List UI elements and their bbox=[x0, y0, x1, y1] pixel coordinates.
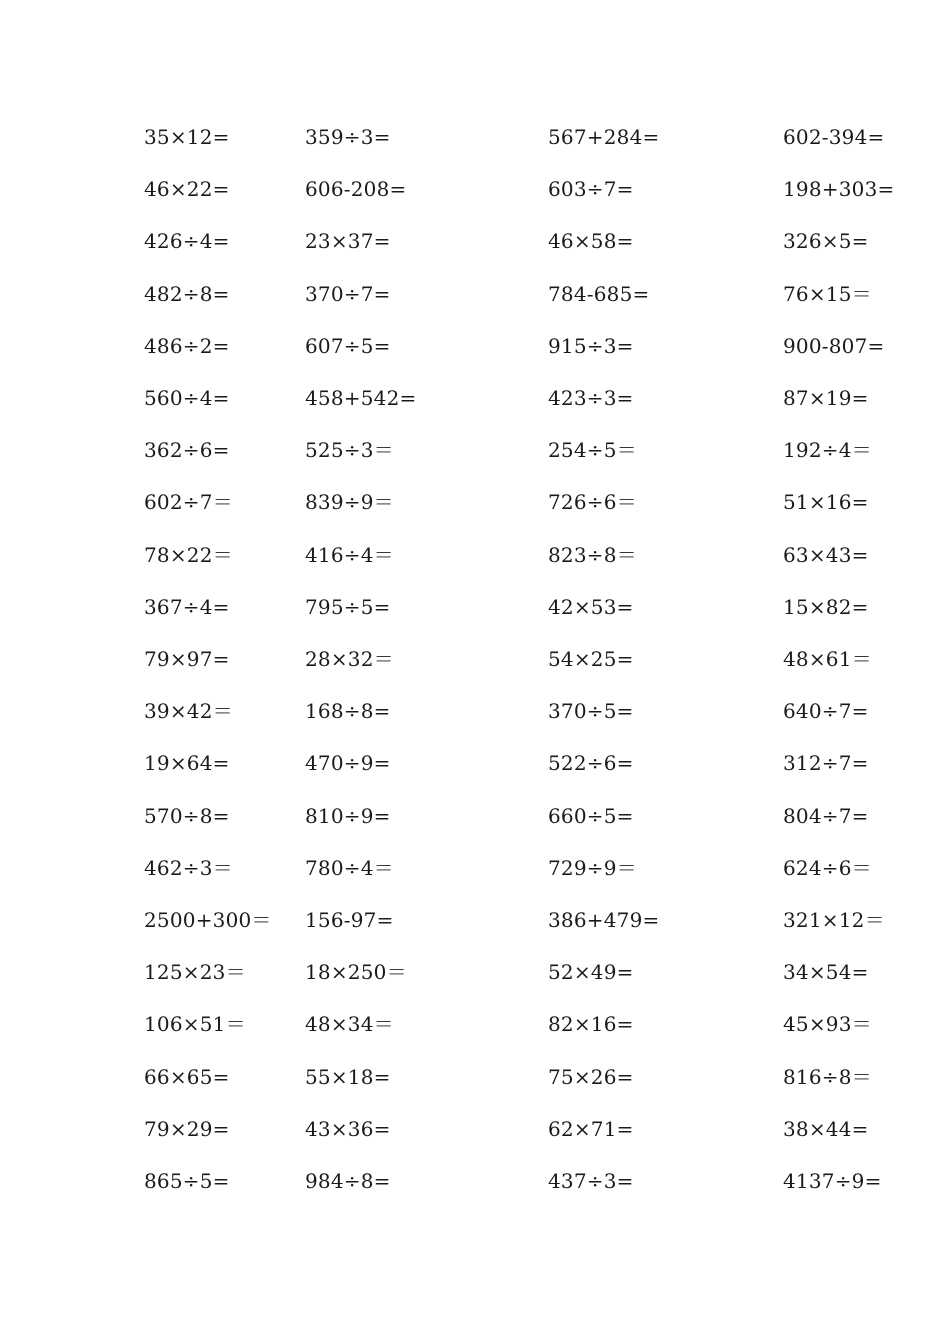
problem-row bbox=[0, 489, 950, 541]
math-problem: 470÷9= bbox=[305, 751, 391, 776]
math-problem: 567+284= bbox=[548, 125, 660, 149]
math-problem: 45×93＝ bbox=[783, 1012, 872, 1037]
math-problem: 729÷9＝ bbox=[548, 855, 637, 880]
math-problem: 78×22＝ bbox=[144, 542, 233, 567]
math-problem: 75×26= bbox=[548, 1064, 634, 1089]
problem-row bbox=[0, 698, 950, 750]
math-problem: 823÷8＝ bbox=[548, 542, 637, 567]
math-problem: 23×37= bbox=[305, 229, 391, 254]
math-problem: 18×250＝ bbox=[305, 960, 407, 985]
math-problem: 816÷8＝ bbox=[783, 1064, 872, 1089]
math-problem: 486÷2= bbox=[144, 333, 230, 358]
math-problem: 62×71= bbox=[548, 1116, 634, 1141]
math-problem: 156-97= bbox=[305, 908, 394, 932]
math-problem: 54×25= bbox=[548, 647, 634, 671]
math-problem: 168÷8= bbox=[305, 699, 391, 724]
math-problem: 780÷4＝ bbox=[305, 855, 394, 880]
math-problem: 79×29= bbox=[144, 1116, 230, 1141]
math-problem: 52×49= bbox=[548, 960, 634, 985]
math-problem: 51×16= bbox=[783, 490, 869, 515]
math-problem: 42×53= bbox=[548, 594, 634, 619]
problem-row bbox=[0, 959, 950, 1011]
math-problem: 602÷7＝ bbox=[144, 490, 233, 515]
math-problem: 640÷7= bbox=[783, 699, 869, 724]
math-problem: 55×18= bbox=[305, 1064, 391, 1089]
math-problem: 15×82= bbox=[783, 594, 869, 619]
math-problem: 426÷4= bbox=[144, 229, 230, 254]
math-problem: 198+303= bbox=[783, 177, 895, 202]
math-problem: 79×97= bbox=[144, 647, 230, 671]
math-problem: 437÷3= bbox=[548, 1169, 634, 1193]
math-problem: 606-208= bbox=[305, 177, 407, 202]
problem-row bbox=[0, 750, 950, 802]
math-problem: 362÷6= bbox=[144, 438, 230, 463]
math-problem: 370÷5= bbox=[548, 699, 634, 724]
math-problem: 359÷3= bbox=[305, 125, 391, 149]
math-problem: 570÷8= bbox=[144, 803, 230, 828]
math-problem: 525÷3＝ bbox=[305, 438, 394, 463]
math-problem: 48×61＝ bbox=[783, 647, 872, 671]
problem-row bbox=[0, 594, 950, 646]
problem-row bbox=[0, 333, 950, 385]
math-problem: 900-807= bbox=[783, 333, 885, 358]
math-problem: 43×36= bbox=[305, 1116, 391, 1141]
math-problem: 984÷8= bbox=[305, 1169, 391, 1193]
problem-row bbox=[0, 542, 950, 594]
problem-row bbox=[0, 1064, 950, 1116]
math-problem: 326×5= bbox=[783, 229, 869, 254]
math-problem: 63×43= bbox=[783, 542, 869, 567]
math-problem: 660÷5= bbox=[548, 803, 634, 828]
math-problem: 522÷6= bbox=[548, 751, 634, 776]
math-problem: 2500+300＝ bbox=[144, 908, 272, 932]
math-problem: 560÷4= bbox=[144, 386, 230, 410]
math-problem: 624÷6＝ bbox=[783, 855, 872, 880]
math-problem: 458+542= bbox=[305, 386, 417, 410]
math-problem: 192÷4＝ bbox=[783, 438, 872, 463]
math-problem: 38×44= bbox=[783, 1116, 869, 1141]
math-problem: 34×54= bbox=[783, 960, 869, 985]
math-problem: 66×65= bbox=[144, 1064, 230, 1089]
math-problem: 482÷8= bbox=[144, 281, 230, 306]
math-problem: 602-394= bbox=[783, 125, 885, 149]
math-problem: 804÷7= bbox=[783, 803, 869, 828]
math-problem: 48×34＝ bbox=[305, 1012, 394, 1037]
math-problem: 321×12＝ bbox=[783, 908, 885, 932]
math-problem: 367÷4= bbox=[144, 594, 230, 619]
math-problem: 87×19= bbox=[783, 386, 869, 410]
problem-row bbox=[0, 803, 950, 855]
math-problem: 784-685= bbox=[548, 281, 650, 306]
math-problem: 370÷7= bbox=[305, 281, 391, 306]
math-problem: 607÷5= bbox=[305, 333, 391, 358]
math-problem: 125×23＝ bbox=[144, 960, 246, 985]
math-problem: 28×32＝ bbox=[305, 647, 394, 671]
problem-row bbox=[0, 437, 950, 489]
math-problem: 39×42＝ bbox=[144, 699, 233, 724]
math-problem: 726÷6＝ bbox=[548, 490, 637, 515]
problem-row bbox=[0, 176, 950, 228]
problem-row bbox=[0, 1168, 950, 1220]
problem-row bbox=[0, 124, 950, 176]
math-problem: 603÷7= bbox=[548, 177, 634, 202]
math-problem: 19×64= bbox=[144, 751, 230, 776]
math-problem: 82×16= bbox=[548, 1012, 634, 1037]
math-problem: 865÷5= bbox=[144, 1169, 230, 1193]
math-problem: 795÷5= bbox=[305, 594, 391, 619]
problem-row bbox=[0, 1116, 950, 1168]
math-problem: 76×15＝ bbox=[783, 281, 872, 306]
problem-row bbox=[0, 646, 950, 698]
math-problem: 46×22= bbox=[144, 177, 230, 202]
math-problem: 46×58= bbox=[548, 229, 634, 254]
math-problem: 810÷9= bbox=[305, 803, 391, 828]
math-problem: 4137÷9= bbox=[783, 1169, 882, 1193]
problem-row bbox=[0, 907, 950, 959]
math-problem: 462÷3＝ bbox=[144, 855, 233, 880]
math-problem: 416÷4＝ bbox=[305, 542, 394, 567]
math-problem: 35×12= bbox=[144, 125, 230, 149]
math-problem: 312÷7= bbox=[783, 751, 869, 776]
problem-row bbox=[0, 281, 950, 333]
math-problem: 386+479= bbox=[548, 908, 660, 932]
math-problem: 254÷5＝ bbox=[548, 438, 637, 463]
math-problem: 106×51＝ bbox=[144, 1012, 246, 1037]
problem-row bbox=[0, 385, 950, 437]
math-problem: 839÷9＝ bbox=[305, 490, 394, 515]
problem-row bbox=[0, 228, 950, 280]
problem-row bbox=[0, 1011, 950, 1063]
math-problem: 915÷3= bbox=[548, 333, 634, 358]
math-problem: 423÷3= bbox=[548, 386, 634, 410]
problem-row bbox=[0, 855, 950, 907]
